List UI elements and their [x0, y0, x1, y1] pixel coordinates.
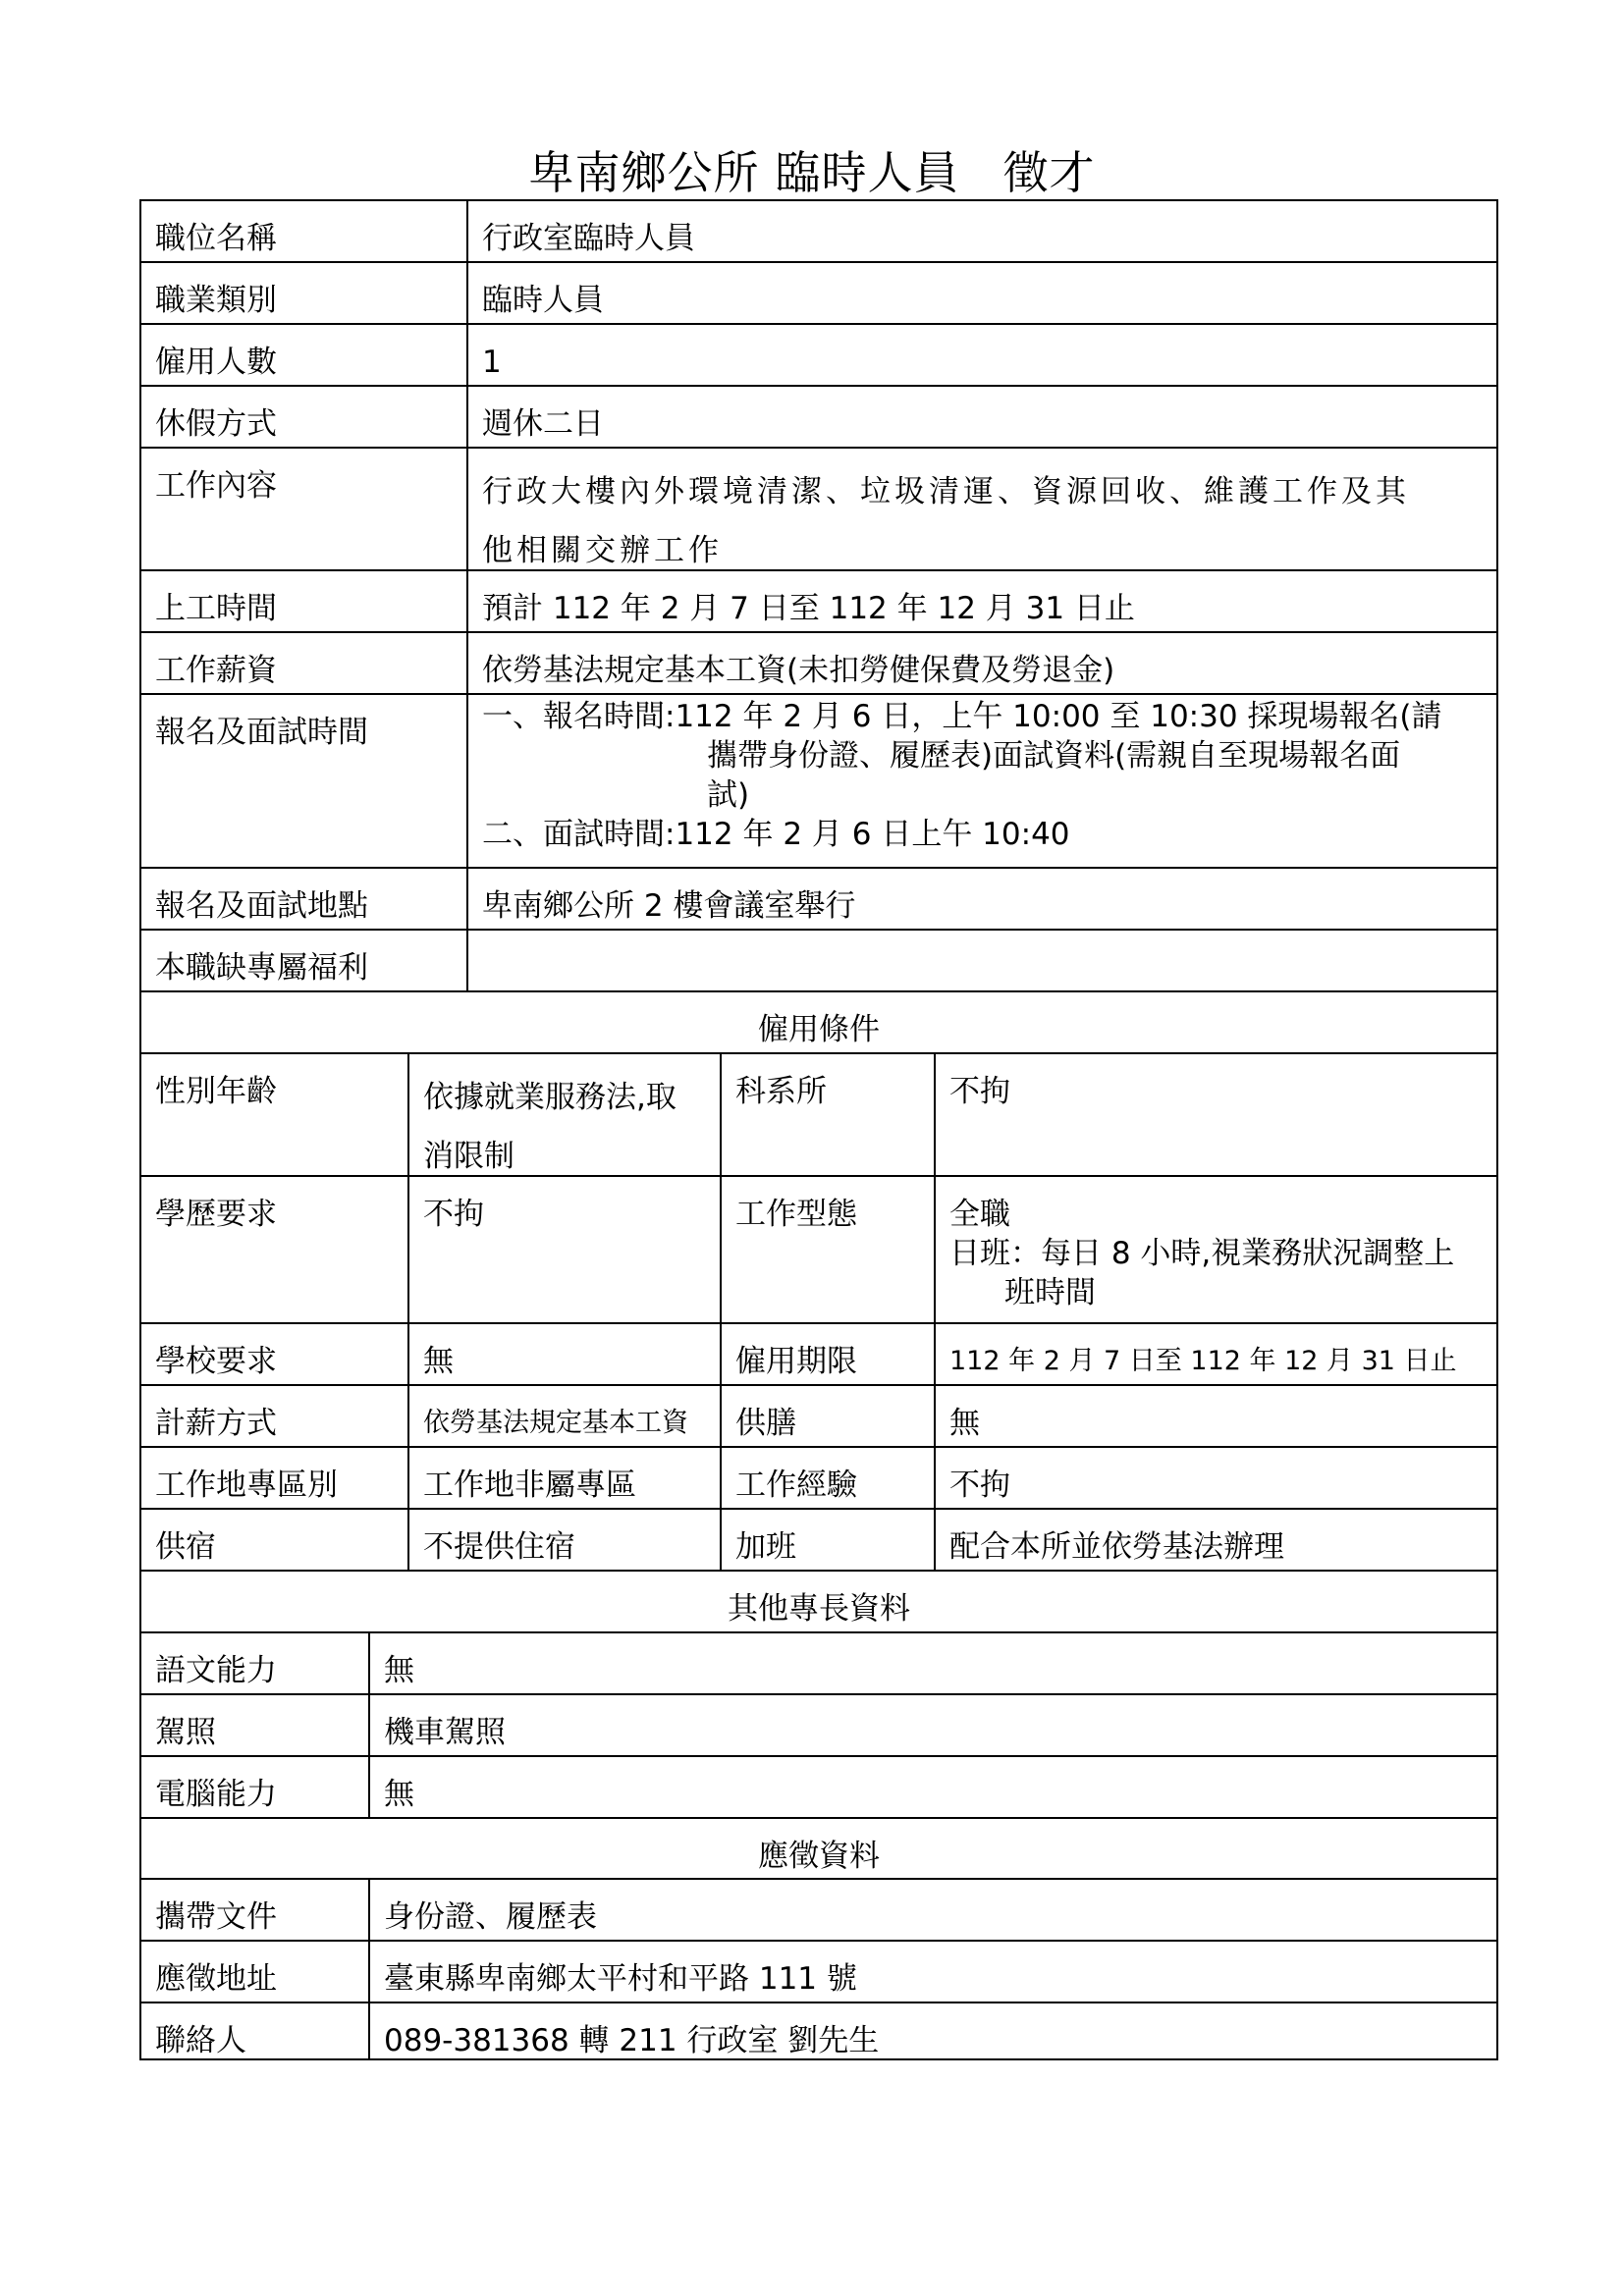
job-content-line: 行政大樓內外環境清潔、垃圾清運、資源回收、維護工作及其	[482, 474, 1410, 509]
title-recruit: 徵才	[1002, 146, 1096, 199]
gender-age-line: 消限制	[423, 1139, 514, 1174]
table-row	[141, 1386, 1496, 1448]
value-headcount: 1	[482, 345, 502, 380]
table-row	[141, 325, 1496, 387]
label-apply-time: 報名及面試時間	[141, 695, 468, 867]
table-row	[141, 1695, 1496, 1757]
table-row	[141, 263, 1496, 325]
label-lodging: 供宿	[141, 1510, 409, 1570]
value-license: 機車駕照	[384, 1715, 506, 1750]
value-language: 無	[384, 1653, 414, 1688]
label-department: 科系所	[722, 1054, 936, 1175]
value-benefits	[468, 931, 1496, 990]
table-row	[141, 1510, 1496, 1572]
value-apply-time	[468, 695, 1496, 867]
table-row	[141, 449, 1496, 571]
title-office: 卑南鄉公所	[528, 146, 760, 199]
gender-age-line: 依據就業服務法,取	[423, 1080, 677, 1115]
table-row	[141, 1324, 1496, 1386]
table-row	[141, 1819, 1496, 1880]
table-row	[141, 1448, 1496, 1510]
section-header-apply: 應徵資料	[758, 1839, 880, 1874]
value-computer: 無	[384, 1777, 414, 1812]
table-row	[141, 1633, 1496, 1695]
label-gender-age: 性別年齡	[141, 1054, 409, 1175]
value-meals: 無	[949, 1406, 980, 1441]
value-work-type	[936, 1177, 1496, 1322]
label-meals: 供膳	[722, 1386, 936, 1446]
work-type-line: 日班：每日 8 小時,視業務狀況調整上	[949, 1236, 1455, 1271]
label-benefits: 本職缺專屬福利	[141, 931, 468, 990]
label-documents: 攜帶文件	[141, 1880, 370, 1940]
table-row	[141, 695, 1496, 869]
value-leave: 週休二日	[482, 406, 604, 442]
table-row	[141, 571, 1496, 633]
value-overtime: 配合本所並依勞基法辦理	[949, 1529, 1284, 1565]
label-school: 學校要求	[141, 1324, 409, 1384]
label-overtime: 加班	[722, 1510, 936, 1570]
value-experience: 不拘	[949, 1468, 1010, 1503]
recruitment-table	[139, 199, 1498, 2060]
label-job-category: 職業類別	[141, 263, 468, 323]
value-position-name: 行政室臨時人員	[482, 221, 695, 256]
label-language: 語文能力	[141, 1633, 370, 1693]
value-documents: 身份證、履歷表	[384, 1899, 597, 1935]
value-gender-age	[409, 1054, 722, 1175]
table-row	[141, 387, 1496, 449]
label-leave: 休假方式	[141, 387, 468, 447]
value-apply-place: 卑南鄉公所 2 樓會議室舉行	[482, 888, 856, 924]
section-header-skills: 其他專長資料	[728, 1591, 910, 1627]
apply-time-line: 一、報名時間:112 年 2 月 6 日，上午 10:00 至 10:30 採現場報名(請	[482, 699, 1442, 734]
label-work-zone: 工作地專區別	[141, 1448, 409, 1508]
label-work-type: 工作型態	[722, 1177, 936, 1322]
table-row	[141, 931, 1496, 992]
section-header-conditions: 僱用條件	[758, 1012, 880, 1047]
label-start-time: 上工時間	[141, 571, 468, 631]
table-row	[141, 1880, 1496, 1942]
value-department: 不拘	[949, 1074, 1010, 1109]
table-row	[141, 1572, 1496, 1633]
label-headcount: 僱用人數	[141, 325, 468, 385]
value-lodging: 不提供住宿	[409, 1510, 722, 1570]
label-employment-period: 僱用期限	[722, 1324, 936, 1384]
value-work-zone: 工作地非屬專區	[409, 1448, 722, 1508]
table-row	[141, 1054, 1496, 1177]
page-title	[0, 137, 1624, 202]
label-salary: 工作薪資	[141, 633, 468, 693]
value-salary: 依勞基法規定基本工資(未扣勞健保費及勞退金)	[482, 653, 1115, 688]
title-position: 臨時人員	[775, 146, 960, 199]
table-row	[141, 992, 1496, 1054]
apply-time-line: 試)	[707, 777, 750, 813]
apply-time-line: 二、面試時間:112 年 2 月 6 日上午 10:40	[482, 817, 1070, 852]
value-contact: 089-381368 轉 211 行政室 劉先生	[384, 2023, 880, 2058]
label-education: 學歷要求	[141, 1177, 409, 1322]
label-computer: 電腦能力	[141, 1757, 370, 1817]
table-row	[141, 2003, 1496, 2060]
label-job-content: 工作內容	[141, 449, 468, 569]
work-type-line: 全職	[949, 1197, 1010, 1232]
job-content-line: 他相關交辦工作	[482, 533, 723, 568]
value-job-content	[468, 449, 1496, 569]
value-school: 無	[409, 1324, 722, 1384]
table-row	[141, 869, 1496, 931]
label-address: 應徵地址	[141, 1942, 370, 2002]
table-row	[141, 1177, 1496, 1324]
table-row	[141, 201, 1496, 263]
value-education: 不拘	[409, 1177, 722, 1322]
value-employment-period: 112 年 2 月 7 日至 112 年 12 月 31 日止	[949, 1346, 1457, 1376]
value-start-time: 預計 112 年 2 月 7 日至 112 年 12 月 31 日止	[482, 591, 1135, 626]
label-position-name: 職位名稱	[141, 201, 468, 261]
value-pay-method: 依勞基法規定基本工資	[409, 1386, 722, 1446]
value-job-category: 臨時人員	[482, 283, 604, 318]
apply-time-line: 攜帶身份證、履歷表)面試資料(需親自至現場報名面	[707, 738, 1401, 774]
label-experience: 工作經驗	[722, 1448, 936, 1508]
label-license: 駕照	[141, 1695, 370, 1755]
table-row	[141, 1757, 1496, 1819]
work-type-line: 班時間	[1004, 1275, 1096, 1310]
label-contact: 聯絡人	[141, 2003, 370, 2060]
table-row	[141, 1942, 1496, 2003]
table-row	[141, 633, 1496, 695]
label-apply-place: 報名及面試地點	[141, 869, 468, 929]
value-address: 臺東縣卑南鄉太平村和平路 111 號	[384, 1961, 857, 1997]
label-pay-method: 計薪方式	[141, 1386, 409, 1446]
